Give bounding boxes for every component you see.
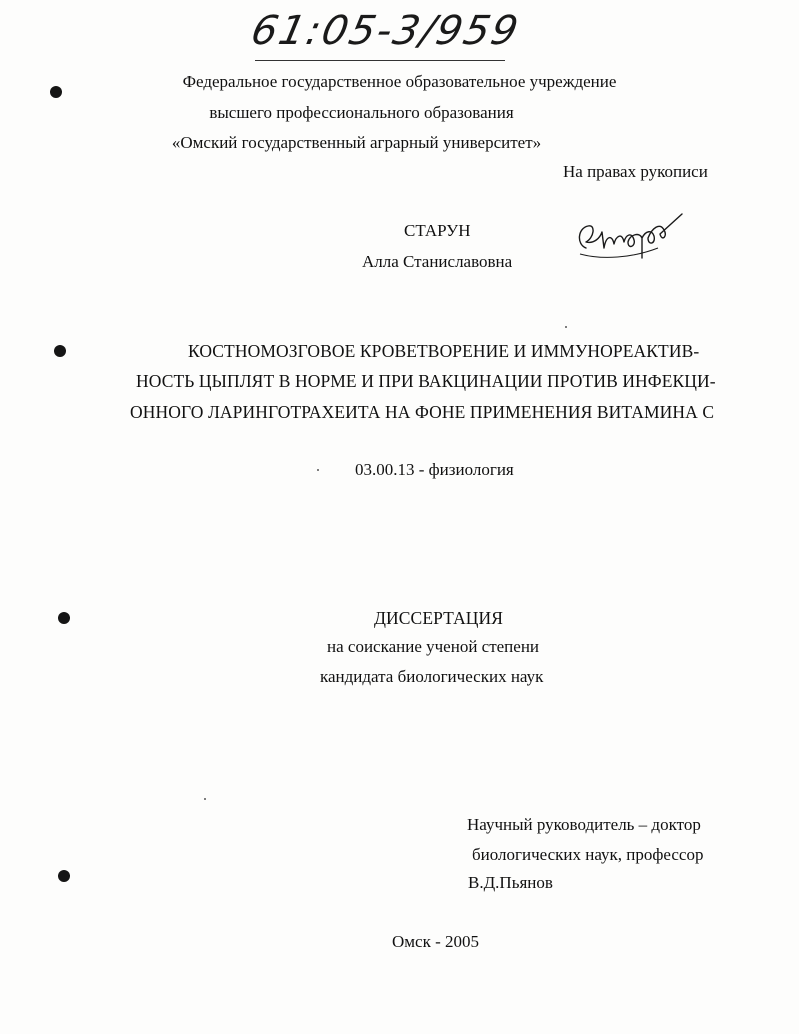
supervisor-name: В.Д.Пьянов <box>468 873 553 892</box>
archive-code-underline <box>255 60 505 61</box>
institution-line-1: Федеральное государственное образовательное учреждение <box>182 72 617 91</box>
punch-hole-2 <box>54 345 66 357</box>
author-surname: СТАРУН <box>404 221 471 240</box>
institution-line-2: высшего профессионального образования <box>209 103 514 122</box>
author-signature <box>572 208 684 272</box>
title-line-3: ОННОГО ЛАРИНГОТРАХЕИТА НА ФОНЕ ПРИМЕНЕНИЯ ВИТАМИНА С <box>130 402 715 422</box>
title-line-1: КОСТНОМОЗГОВОЕ КРОВЕТВОРЕНИЕ И ИММУНОРЕАКТИВ- <box>188 341 700 361</box>
author-name: Алла Станиславовна <box>362 252 513 271</box>
institution-line-3: «Омский государственный аграрный университет» <box>171 133 542 152</box>
document-type-heading: ДИССЕРТАЦИЯ <box>374 608 504 628</box>
title-line-2: НОСТЬ ЦЫПЛЯТ В НОРМЕ И ПРИ ВАКЦИНАЦИИ ПРОТИВ ИНФЕКЦИ- <box>136 371 716 391</box>
archive-code-handwritten: 61:05-3/959 <box>247 8 524 54</box>
manuscript-rights: На правах рукописи <box>563 162 708 181</box>
speck <box>204 798 206 800</box>
specialty-code: 03.00.13 - физиология <box>355 460 514 479</box>
punch-hole-4 <box>58 870 70 882</box>
degree-line-1: на соискание ученой степени <box>327 637 540 656</box>
speck <box>565 326 567 328</box>
supervisor-line-1: Научный руководитель – доктор <box>467 815 701 834</box>
degree-line-2: кандидата биологических наук <box>320 667 544 686</box>
supervisor-line-2: биологических наук, профессор <box>472 845 704 864</box>
place-year: Омск - 2005 <box>392 932 480 951</box>
punch-hole-3 <box>58 612 70 624</box>
speck <box>317 469 319 471</box>
